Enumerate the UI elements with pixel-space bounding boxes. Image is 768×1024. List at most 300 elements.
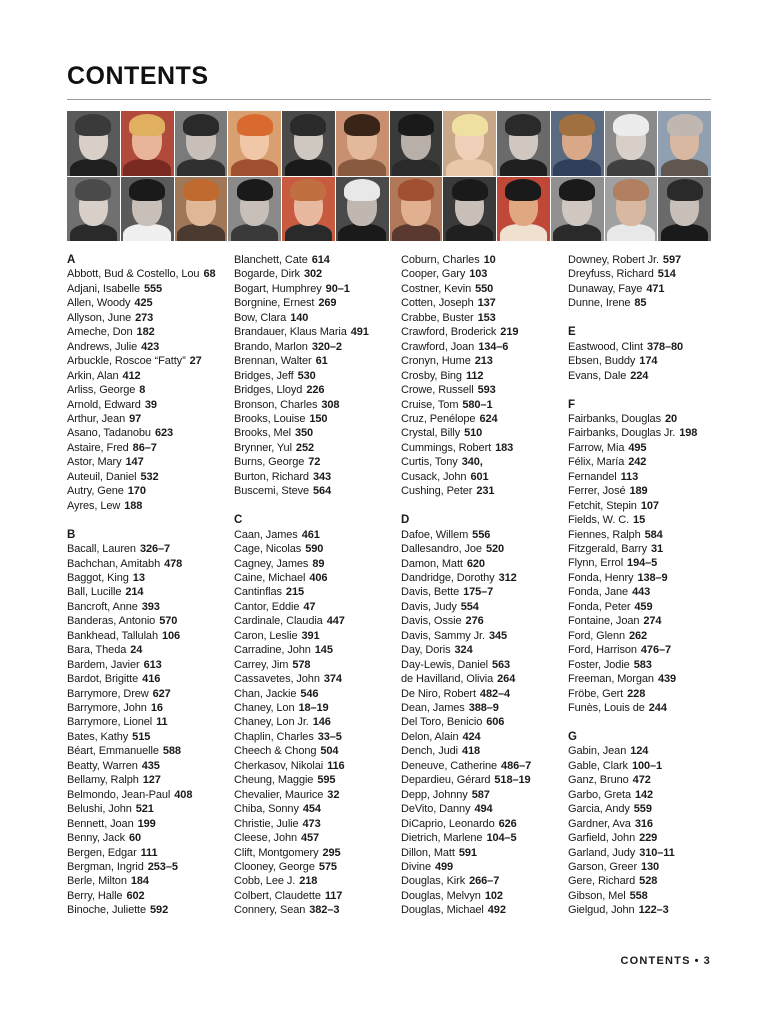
index-entry <box>401 412 569 426</box>
entry-name: DeVito, Danny <box>401 803 471 816</box>
entry-page-number: 252 <box>295 441 314 454</box>
entry-name: Bacall, Lauren <box>67 543 136 556</box>
entry-page-number: 174 <box>639 355 658 368</box>
entry-name: Barrymore, John <box>67 702 147 715</box>
entry-page-number: 601 <box>470 470 489 483</box>
entry-page-number: 302 <box>303 268 323 281</box>
entry-page-number: 340, <box>461 456 483 469</box>
entry-name: Caan, James <box>234 528 298 541</box>
index-entry <box>568 788 736 802</box>
index-entry <box>234 802 402 816</box>
entry-name: Carrey, Jim <box>234 658 289 671</box>
entry-page-number: 563 <box>491 658 511 671</box>
entry-page-number: 100–1 <box>631 759 663 772</box>
entry-name: Colbert, Claudette <box>234 889 321 902</box>
entry-page-number: 425 <box>134 297 153 310</box>
section-spacer <box>568 383 736 397</box>
entry-page-number: 350 <box>294 427 314 440</box>
entry-page-number: 224 <box>630 369 649 382</box>
entry-name: Brandauer, Klaus Maria <box>234 326 347 339</box>
entry-page-number: 16 <box>150 702 163 715</box>
index-entry <box>67 311 235 325</box>
entry-name: Evans, Dale <box>568 369 627 382</box>
entry-name: Fiennes, Ralph <box>568 528 641 541</box>
entry-name: Fitzgerald, Barry <box>568 543 647 556</box>
entry-page-number: 343 <box>312 470 331 483</box>
section-spacer <box>234 499 402 513</box>
entry-name: Bergman, Ingrid <box>67 861 144 874</box>
entry-name: Downey, Robert Jr. <box>568 254 659 266</box>
entry-page-number: 10 <box>483 254 496 266</box>
entry-page-number: 113 <box>620 470 639 483</box>
entry-page-number: 546 <box>300 687 319 700</box>
entry-name: Douglas, Kirk <box>401 875 466 888</box>
portrait-photo <box>67 177 120 242</box>
portrait-photo <box>390 177 443 242</box>
index-entry <box>67 383 235 397</box>
entry-page-number: 554 <box>460 600 479 613</box>
entry-name: Bates, Kathy <box>67 730 129 743</box>
entry-name: Banderas, Antonio <box>67 615 156 628</box>
entry-page-number: 550 <box>475 282 494 295</box>
entry-name: Davis, Judy <box>401 600 457 613</box>
entry-name: Autry, Gene <box>67 485 124 498</box>
entry-page-number: 213 <box>474 355 493 368</box>
index-entry <box>401 831 569 845</box>
entry-name: Cleese, John <box>234 832 298 845</box>
index-entry <box>67 267 235 281</box>
entry-page-number: 592 <box>150 904 169 917</box>
entry-name: Cotten, Joseph <box>401 297 474 310</box>
index-entry <box>568 643 736 657</box>
entry-name: Arkin, Alan <box>67 369 119 382</box>
entry-name: Garson, Greer <box>568 860 638 873</box>
portrait-photo <box>336 111 389 176</box>
entry-name: Fairbanks, Douglas <box>568 412 661 425</box>
index-entry <box>234 730 402 744</box>
index-entry <box>401 730 569 744</box>
index-entry <box>401 325 569 339</box>
entry-name: Divine <box>401 861 431 874</box>
index-entry <box>234 759 402 773</box>
entry-name: Douglas, Melvyn <box>401 889 481 902</box>
entry-name: Buscemi, Steve <box>234 485 310 498</box>
index-entry <box>234 325 402 339</box>
entry-page-number: 274 <box>643 615 662 628</box>
index-entry <box>67 484 235 498</box>
entry-name: Fetchit, Stepin <box>568 499 637 512</box>
entry-name: Davis, Bette <box>401 586 460 599</box>
entry-name: Brooks, Louise <box>234 412 306 425</box>
index-entry <box>568 296 736 310</box>
page-number: 3 <box>703 955 711 967</box>
index-entry <box>234 846 402 860</box>
entry-name: Ebsen, Buddy <box>568 355 636 368</box>
index-entry <box>401 629 569 643</box>
entry-name: Crystal, Billy <box>401 427 461 440</box>
entry-name: Cronyn, Hume <box>401 355 471 368</box>
index-entry <box>67 715 235 729</box>
entry-name: Bachchan, Amitabh <box>67 557 161 570</box>
entry-name: Arnold, Edward <box>67 398 141 411</box>
entry-page-number: 215 <box>285 586 304 599</box>
entry-name: Dafoe, Willem <box>401 528 469 541</box>
index-entry <box>234 701 402 715</box>
entry-name: Félix, María <box>568 456 625 469</box>
entry-page-number: 423 <box>141 340 160 353</box>
entry-name: Deneuve, Catherine <box>401 759 498 772</box>
index-entry <box>67 614 235 628</box>
section-letter: A <box>67 254 76 266</box>
portrait-photo <box>175 177 228 242</box>
entry-page-number: 478 <box>164 557 183 570</box>
index-entry <box>568 556 736 570</box>
entry-page-number: 626 <box>498 817 517 830</box>
entry-page-number: 47 <box>303 600 316 613</box>
index-entry <box>234 267 402 281</box>
index-entry <box>234 629 402 643</box>
entry-name: Ford, Glenn <box>568 629 625 642</box>
entry-name: Bennett, Joan <box>67 817 134 830</box>
entry-page-number: 588 <box>162 745 181 758</box>
portrait-photo <box>67 111 120 176</box>
index-entry <box>401 889 569 903</box>
index-entry <box>234 571 402 585</box>
section-letter: F <box>568 398 575 411</box>
entry-page-number: 262 <box>628 629 648 642</box>
entry-page-number: 150 <box>309 412 328 425</box>
index-entry <box>234 455 402 469</box>
index-entry <box>401 441 569 455</box>
section-spacer <box>67 513 235 527</box>
entry-name: Ameche, Don <box>67 326 133 339</box>
index-entry <box>67 802 235 816</box>
entry-name: Dreyfuss, Richard <box>568 268 654 281</box>
entry-name: Benny, Jack <box>67 832 126 845</box>
entry-page-number: 198 <box>679 427 698 440</box>
index-entry <box>401 759 569 773</box>
entry-name: Astor, Mary <box>67 456 122 469</box>
index-entry <box>67 282 235 296</box>
portrait-photo <box>658 111 711 176</box>
entry-name: Fairbanks, Douglas Jr. <box>568 427 676 440</box>
entry-name: Cusack, John <box>401 470 467 483</box>
index-entry <box>67 831 235 845</box>
entry-name: Chiba, Sonny <box>234 803 299 816</box>
entry-name: Fonda, Peter <box>568 600 631 613</box>
entry-name: Astaire, Fred <box>67 441 129 454</box>
entry-name: Day, Doris <box>401 644 451 657</box>
index-entry <box>234 715 402 729</box>
index-entry <box>401 701 569 715</box>
index-entry <box>568 759 736 773</box>
section-spacer <box>401 499 569 513</box>
entry-page-number: 184 <box>130 875 149 888</box>
portrait-photo <box>282 111 335 176</box>
entry-name: Douglas, Michael <box>401 904 484 917</box>
entry-page-number: 11 <box>156 716 168 729</box>
entry-page-number: 528 <box>639 875 658 888</box>
entry-page-number: 266–7 <box>469 875 500 888</box>
entry-name: Flynn, Errol <box>568 557 624 570</box>
entry-name: Ball, Lucille <box>67 586 122 599</box>
entry-page-number: 145 <box>314 644 333 657</box>
entry-page-number: 104–5 <box>486 832 517 845</box>
entry-page-number: 491 <box>350 326 369 339</box>
entry-name: Baggot, King <box>67 571 129 584</box>
index-entry <box>234 253 402 267</box>
portrait-photo <box>605 111 658 176</box>
entry-page-number: 556 <box>472 528 491 541</box>
index-entry <box>568 470 736 484</box>
entry-page-number: 189 <box>629 485 648 498</box>
section-spacer <box>568 311 736 325</box>
entry-name: Del Toro, Benicio <box>401 716 483 729</box>
entry-name: Bogarde, Dirk <box>234 268 300 281</box>
index-entry <box>234 903 402 917</box>
entry-name: Allyson, June <box>67 311 132 324</box>
entry-page-number: 32 <box>327 788 340 801</box>
index-entry <box>67 470 235 484</box>
index-entry <box>568 585 736 599</box>
entry-name: Caron, Leslie <box>234 629 298 642</box>
entry-page-number: 492 <box>487 904 506 917</box>
entry-page-number: 308 <box>321 398 340 411</box>
entry-page-number: 112 <box>465 369 484 382</box>
entry-page-number: 85 <box>634 297 647 310</box>
entry-name: Coburn, Charles <box>401 254 480 266</box>
entry-page-number: 269 <box>318 297 337 310</box>
entry-name: Bergen, Edgar <box>67 846 137 859</box>
entry-name: Fields, W. C. <box>568 514 630 527</box>
entry-page-number: 33–5 <box>317 730 342 743</box>
entry-name: Connery, Sean <box>234 904 306 917</box>
index-entry <box>401 817 569 831</box>
entry-page-number: 532 <box>140 470 159 483</box>
entry-name: Dench, Judi <box>401 745 458 758</box>
entry-page-number: 124 <box>630 745 649 758</box>
index-entry <box>568 340 736 354</box>
entry-name: Dallesandro, Joe <box>401 543 482 556</box>
portrait-photo <box>443 177 496 242</box>
index-entry <box>401 398 569 412</box>
entry-page-number: 8 <box>139 384 146 397</box>
index-entry <box>401 600 569 614</box>
index-entry <box>234 874 402 888</box>
entry-name: Gabin, Jean <box>568 745 627 758</box>
index-entry <box>67 658 235 672</box>
section-letter: D <box>401 514 410 527</box>
entry-name: Eastwood, Clint <box>568 340 643 353</box>
index-entry <box>401 470 569 484</box>
entry-name: Cage, Nicolas <box>234 543 302 556</box>
entry-page-number: 97 <box>129 412 142 425</box>
index-entry <box>568 658 736 672</box>
entry-page-number: 597 <box>662 254 681 266</box>
entry-page-number: 228 <box>627 687 646 700</box>
entry-name: Garland, Judy <box>568 846 636 859</box>
entry-page-number: 521 <box>135 803 154 816</box>
entry-page-number: 72 <box>308 456 321 469</box>
title-rule <box>67 99 711 100</box>
entry-page-number: 457 <box>301 832 320 845</box>
index-entry <box>568 672 736 686</box>
entry-page-number: 520 <box>485 543 505 556</box>
entry-page-number: 264 <box>497 673 516 686</box>
entry-name: Adjani, Isabelle <box>67 282 141 295</box>
footer-separator: • <box>694 955 700 967</box>
entry-page-number: 388–9 <box>468 702 499 715</box>
entry-page-number: 424 <box>462 730 481 743</box>
entry-page-number: 89 <box>312 557 325 570</box>
index-entry <box>568 889 736 903</box>
entry-name: Belmondo, Jean-Paul <box>67 788 171 801</box>
entry-page-number: 454 <box>302 803 321 816</box>
entry-name: Fernandel <box>568 470 617 483</box>
entry-page-number: 382–3 <box>309 904 340 917</box>
entry-page-number: 127 <box>142 774 161 787</box>
entry-page-number: 575 <box>318 861 337 874</box>
entry-page-number: 412 <box>122 369 141 382</box>
index-entry <box>67 759 235 773</box>
entry-name: Belushi, John <box>67 803 132 816</box>
index-entry <box>568 499 736 513</box>
index-entry <box>234 441 402 455</box>
entry-page-number: 614 <box>311 254 330 266</box>
index-entry <box>67 730 235 744</box>
index-entry <box>234 369 402 383</box>
index-entry <box>67 412 235 426</box>
index-entry <box>568 455 736 469</box>
portrait-photo <box>443 111 496 176</box>
entry-name: Freeman, Morgan <box>568 673 654 686</box>
index-entry <box>234 614 402 628</box>
entry-name: Gardner, Ava <box>568 817 631 830</box>
entry-name: Crabbe, Buster <box>401 311 474 324</box>
entry-page-number: 295 <box>322 846 341 859</box>
index-column-2 <box>234 253 402 918</box>
section-letter: E <box>568 326 576 339</box>
entry-page-number: 188 <box>124 499 143 512</box>
entry-name: Chan, Jackie <box>234 687 297 700</box>
entry-page-number: 504 <box>320 745 339 758</box>
entry-name: Borgnine, Ernest <box>234 297 315 310</box>
portrait-photo <box>390 111 443 176</box>
index-entry <box>401 340 569 354</box>
entry-name: Cheech & Chong <box>234 745 317 758</box>
entry-name: Ford, Harrison <box>568 644 637 657</box>
entry-page-number: 595 <box>317 774 336 787</box>
entry-page-number: 27 <box>189 355 202 368</box>
index-entry <box>401 282 569 296</box>
entry-name: Cummings, Robert <box>401 441 492 454</box>
index-entry <box>67 889 235 903</box>
entry-name: Asano, Tadanobu <box>67 427 151 440</box>
entry-page-number: 39 <box>144 398 157 411</box>
entry-name: Cobb, Lee J. <box>234 875 296 888</box>
entry-name: Caine, Michael <box>234 571 306 584</box>
index-entry <box>67 817 235 831</box>
index-entry <box>401 585 569 599</box>
index-entry <box>67 455 235 469</box>
entry-page-number: 103 <box>469 268 488 281</box>
entry-name: Day-Lewis, Daniel <box>401 658 488 671</box>
entry-name: Crawford, Broderick <box>401 326 497 339</box>
entry-name: Ganz, Bruno <box>568 774 629 787</box>
entry-name: Davis, Sammy Jr. <box>401 629 485 642</box>
index-entry <box>401 802 569 816</box>
entry-page-number: 494 <box>474 803 493 816</box>
entry-page-number: 276 <box>465 615 484 628</box>
section-letter: C <box>234 514 243 527</box>
portrait-photo <box>497 177 550 242</box>
index-entry <box>234 658 402 672</box>
index-entry <box>67 557 235 571</box>
index-entry <box>67 773 235 787</box>
entry-page-number: 182 <box>136 326 155 339</box>
entry-name: Cruise, Tom <box>401 398 459 411</box>
entry-name: Crowe, Russell <box>401 384 474 397</box>
entry-name: Garbo, Greta <box>568 788 631 801</box>
portrait-photo <box>497 111 550 176</box>
entry-page-number: 613 <box>143 658 162 671</box>
index-entry <box>568 354 736 368</box>
entry-page-number: 459 <box>634 600 653 613</box>
entry-name: Bankhead, Tallulah <box>67 629 158 642</box>
index-entry <box>568 773 736 787</box>
entry-page-number: 175–7 <box>463 586 494 599</box>
index-entry <box>234 817 402 831</box>
index-entry <box>568 817 736 831</box>
entry-page-number: 584 <box>644 528 663 541</box>
entry-name: Depp, Johnny <box>401 788 468 801</box>
entry-page-number: 472 <box>632 774 651 787</box>
index-entry <box>401 773 569 787</box>
entry-page-number: 117 <box>324 889 343 902</box>
entry-page-number: 90–1 <box>325 282 350 295</box>
entry-name: Cherkasov, Nikolai <box>234 759 324 772</box>
entry-page-number: 134–6 <box>478 340 509 353</box>
entry-name: Fröbe, Gert <box>568 687 624 700</box>
entry-page-number: 606 <box>486 716 505 729</box>
entry-page-number: 593 <box>477 384 496 397</box>
index-entry <box>67 672 235 686</box>
entry-name: Cushing, Peter <box>401 485 473 498</box>
entry-name: de Havilland, Olivia <box>401 673 494 686</box>
index-entry <box>234 831 402 845</box>
entry-page-number: 244 <box>648 702 667 715</box>
entry-name: Carradine, John <box>234 644 311 657</box>
entry-page-number: 24 <box>130 644 143 657</box>
index-entry <box>234 773 402 787</box>
index-entry <box>568 629 736 643</box>
index-entry <box>67 860 235 874</box>
entry-page-number: 447 <box>326 615 345 628</box>
entry-page-number: 18–19 <box>298 702 329 715</box>
index-columns <box>67 253 717 923</box>
entry-page-number: 140 <box>290 311 309 324</box>
entry-page-number: 242 <box>628 456 647 469</box>
entry-name: Bow, Clara <box>234 311 287 324</box>
index-entry <box>568 831 736 845</box>
entry-page-number: 510 <box>464 427 483 440</box>
entry-name: Béart, Emmanuelle <box>67 745 159 758</box>
index-entry <box>234 383 402 397</box>
entry-page-number: 443 <box>632 586 651 599</box>
entry-page-number: 231 <box>476 485 495 498</box>
entry-name: Arbuckle, Roscoe “Fatty” <box>67 355 186 368</box>
index-entry <box>234 528 402 542</box>
